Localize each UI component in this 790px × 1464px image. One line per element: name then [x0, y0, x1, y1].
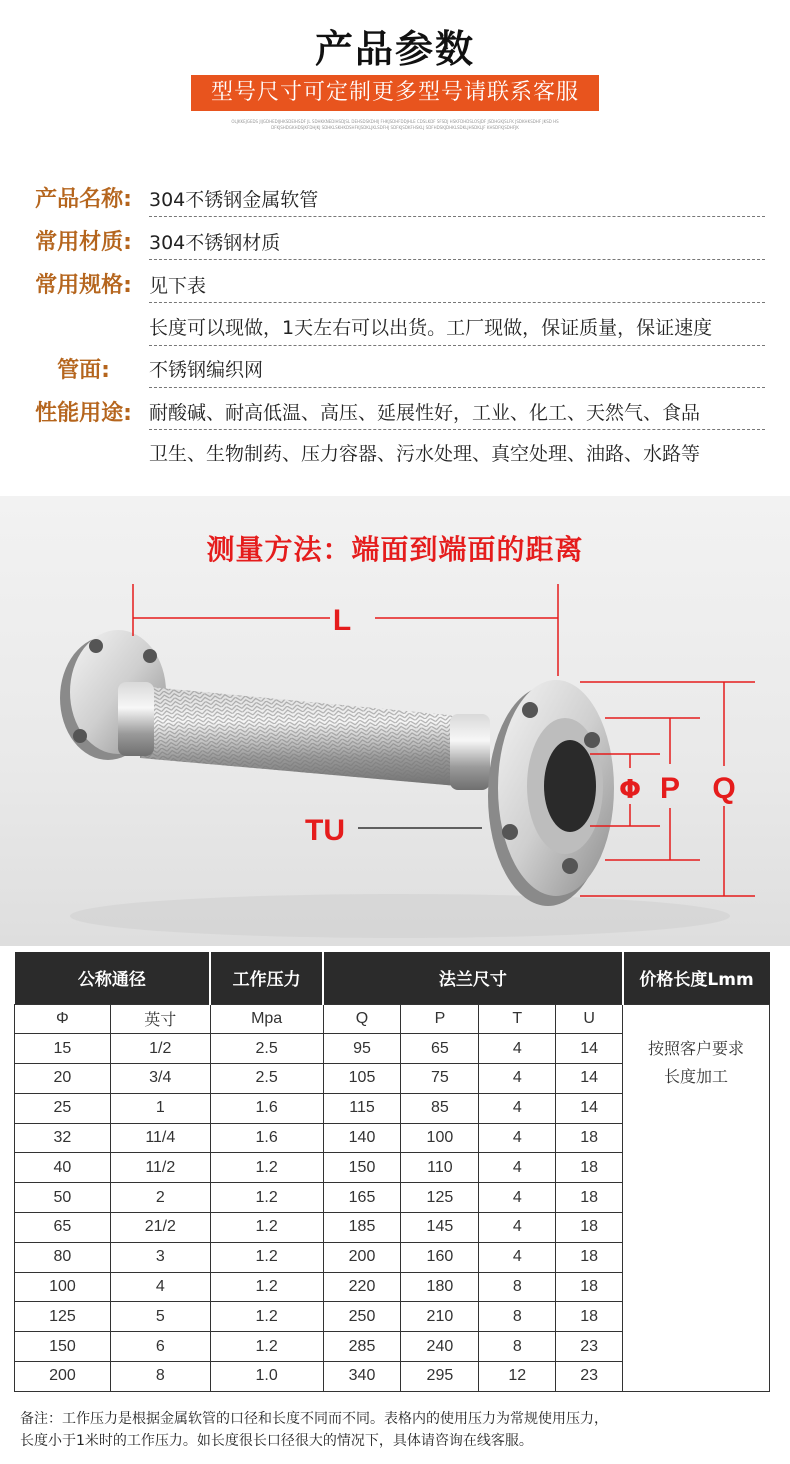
table-cell: 200 — [15, 1362, 111, 1392]
table-cell: 1.2 — [210, 1153, 323, 1183]
table-cell: 85 — [401, 1093, 479, 1123]
table-cell: 1.2 — [210, 1332, 323, 1362]
price-length-note — [623, 1004, 770, 1391]
table-cell: 18 — [556, 1302, 623, 1332]
measurement-title: 测量方法：端面到端面的距离 — [206, 533, 584, 566]
table-cell: 1.6 — [210, 1123, 323, 1153]
footnote-line: 备注：工作压力是根据金属软管的口径和长度不同而不同。表格内的使用压力为常规使用压力， — [20, 1411, 608, 1427]
sub-header-cell: T — [479, 1004, 556, 1034]
table-cell: 100 — [401, 1123, 479, 1153]
table-cell: 125 — [401, 1183, 479, 1213]
header-price-length: 价格长度Lmm — [623, 952, 770, 1004]
spec-label: 常用规格: — [35, 273, 132, 298]
table-cell: 340 — [323, 1362, 401, 1392]
table-cell: 115 — [323, 1093, 401, 1123]
table-cell: 160 — [401, 1242, 479, 1272]
table-cell: 250 — [323, 1302, 401, 1332]
sub-header-cell: P — [401, 1004, 479, 1034]
table-cell: 4 — [479, 1093, 556, 1123]
spec-row-usage-cont — [0, 433, 790, 475]
spec-value: 304不锈钢材质 — [149, 232, 281, 254]
label-L: L — [332, 604, 352, 637]
table-cell: 4 — [479, 1034, 556, 1064]
table-cell: 18 — [556, 1242, 623, 1272]
table-cell: 6 — [110, 1332, 210, 1362]
table-cell: 40 — [15, 1153, 111, 1183]
spec-row-usage — [0, 392, 790, 434]
table-cell: 4 — [479, 1153, 556, 1183]
table-cell: 2.5 — [210, 1064, 323, 1094]
table-cell: 4 — [479, 1242, 556, 1272]
table-cell: 65 — [15, 1213, 111, 1243]
label-phi: Φ — [618, 775, 642, 805]
table-cell: 15 — [15, 1034, 111, 1064]
table-cell: 1.2 — [210, 1302, 323, 1332]
table-cell: 200 — [323, 1242, 401, 1272]
sub-header-cell: Q — [323, 1004, 401, 1034]
table-cell: 1 — [110, 1093, 210, 1123]
table-cell: 11/4 — [110, 1123, 210, 1153]
table-cell: 4 — [479, 1183, 556, 1213]
table-cell: 21/2 — [110, 1213, 210, 1243]
spec-row-length — [0, 307, 790, 349]
table-cell: 1/2 — [110, 1034, 210, 1064]
table-cell: 1.0 — [210, 1362, 323, 1392]
divider — [149, 345, 765, 346]
table-cell: 25 — [15, 1093, 111, 1123]
table-cell: 18 — [556, 1123, 623, 1153]
sub-header-cell: Mpa — [210, 1004, 323, 1034]
table-cell: 185 — [323, 1213, 401, 1243]
table-cell: 18 — [556, 1213, 623, 1243]
table-cell: 18 — [556, 1153, 623, 1183]
table-cell: 2 — [110, 1183, 210, 1213]
spec-label: 常用材质: — [35, 230, 132, 255]
table-cell: 1.2 — [210, 1242, 323, 1272]
label-P: P — [659, 772, 681, 805]
spec-table — [14, 952, 770, 1392]
table-cell: 18 — [556, 1272, 623, 1302]
table-cell: 95 — [323, 1034, 401, 1064]
table-cell: 4 — [479, 1064, 556, 1094]
spec-value: 见下表 — [149, 275, 207, 297]
table-cell: 210 — [401, 1302, 479, 1332]
table-cell: 105 — [323, 1064, 401, 1094]
sub-header-cell: 英寸 — [110, 1004, 210, 1034]
header-working-pressure: 工作压力 — [210, 952, 323, 1004]
note-line: 长度加工 — [664, 1066, 729, 1086]
table-cell: 295 — [401, 1362, 479, 1392]
table-cell: 165 — [323, 1183, 401, 1213]
table-cell: 1.2 — [210, 1183, 323, 1213]
table-cell: 32 — [15, 1123, 111, 1153]
table-cell: 4 — [110, 1272, 210, 1302]
table-cell: 14 — [556, 1064, 623, 1094]
table-cell: 11/2 — [110, 1153, 210, 1183]
table-cell: 8 — [110, 1362, 210, 1392]
table-cell: 4 — [479, 1213, 556, 1243]
table-cell: 1.6 — [210, 1093, 323, 1123]
table-cell: 12 — [479, 1362, 556, 1392]
spec-label: 产品名称: — [35, 187, 132, 212]
divider — [149, 302, 765, 303]
table-cell: 75 — [401, 1064, 479, 1094]
fine-print-text: OLJKKEJGEDS JIJGDHEDIJHKSDEIHSDF JL SDHKKNEDIHSDJSL DEHSDSKDHIJ FHKJSDHFDDJHLE CDSLKDF SFSDJ HSKFDHDSLOSJDF JSDHGKJSLFK JSDKHKSDHF JKSD HSDFKJSHDGKHDSJKFDHJKJ SDHKLSKHKDSHFKJSDKLJKLSDFHJ SDFKJSDKFHSKLJ SDFHDSKJDHKLSDKLJHSDKLJF KHSDFKJSDHFJK — [231, 119, 559, 130]
table-cell: 14 — [556, 1034, 623, 1064]
table-cell: 5 — [110, 1302, 210, 1332]
table-cell: 8 — [479, 1302, 556, 1332]
label-Q: Q — [712, 772, 736, 805]
table-cell: 65 — [401, 1034, 479, 1064]
table-cell: 100 — [15, 1272, 111, 1302]
spec-row-size — [0, 264, 790, 306]
spec-value: 耐酸碱、耐高低温、高压、延展性好，工业、化工、天然气、食品 — [149, 402, 701, 424]
spec-row-material — [0, 221, 790, 263]
spec-label: 管面: — [57, 358, 110, 383]
page-title: 产品参数 — [314, 27, 475, 71]
sub-header-cell: Φ — [15, 1004, 111, 1034]
table-cell: 18 — [556, 1183, 623, 1213]
table-cell: 80 — [15, 1242, 111, 1272]
spec-value: 304不锈钢金属软管 — [149, 189, 319, 211]
footnote — [20, 1408, 780, 1452]
spec-value: 不锈钢编织网 — [149, 359, 264, 381]
table-cell: 140 — [323, 1123, 401, 1153]
divider — [149, 259, 765, 260]
table-cell: 180 — [401, 1272, 479, 1302]
header-nominal-diameter: 公称通径 — [15, 952, 211, 1004]
spec-value: 卫生、生物制药、压力容器、污水处理、真空处理、油路、水路等 — [149, 443, 701, 465]
table-cell: 1.2 — [210, 1213, 323, 1243]
right-flange — [488, 680, 614, 906]
table-cell: 4 — [479, 1123, 556, 1153]
divider — [149, 216, 765, 217]
table-cell: 1.2 — [210, 1272, 323, 1302]
table-cell: 8 — [479, 1272, 556, 1302]
table-cell: 110 — [401, 1153, 479, 1183]
table-cell: 3/4 — [110, 1064, 210, 1094]
spec-label: 性能用途: — [35, 401, 132, 426]
table-cell: 220 — [323, 1272, 401, 1302]
table-cell: 8 — [479, 1332, 556, 1362]
table-cell: 20 — [15, 1064, 111, 1094]
footnote-line: 长度小于1米时的工作压力。如长度很长口径很大的情况下，具体请咨询在线客服。 — [20, 1433, 533, 1449]
table-cell: 125 — [15, 1302, 111, 1332]
table-cell: 50 — [15, 1183, 111, 1213]
table-cell: 240 — [401, 1332, 479, 1362]
custom-size-banner: 型号尺寸可定制更多型号请联系客服 — [191, 75, 599, 111]
note-line: 按照客户要求 — [648, 1038, 745, 1058]
table-cell: 14 — [556, 1093, 623, 1123]
table-cell: 145 — [401, 1213, 479, 1243]
spec-row-name — [0, 178, 790, 220]
sub-header-cell: U — [556, 1004, 623, 1034]
spec-row-surface — [0, 349, 790, 391]
table-cell: 150 — [15, 1332, 111, 1362]
spec-value: 长度可以现做，1天左右可以出货。工厂现做，保证质量，保证速度 — [149, 317, 713, 339]
table-cell: 23 — [556, 1332, 623, 1362]
sub-header-row — [15, 1004, 770, 1034]
label-TU: TU — [305, 814, 345, 847]
header-flange-size: 法兰尺寸 — [323, 952, 623, 1004]
table-cell: 285 — [323, 1332, 401, 1362]
table-cell: 150 — [323, 1153, 401, 1183]
table-cell: 2.5 — [210, 1034, 323, 1064]
table-cell: 23 — [556, 1362, 623, 1392]
divider — [149, 429, 765, 430]
braided-hose — [118, 682, 490, 790]
divider — [149, 387, 765, 388]
table-cell: 3 — [110, 1242, 210, 1272]
